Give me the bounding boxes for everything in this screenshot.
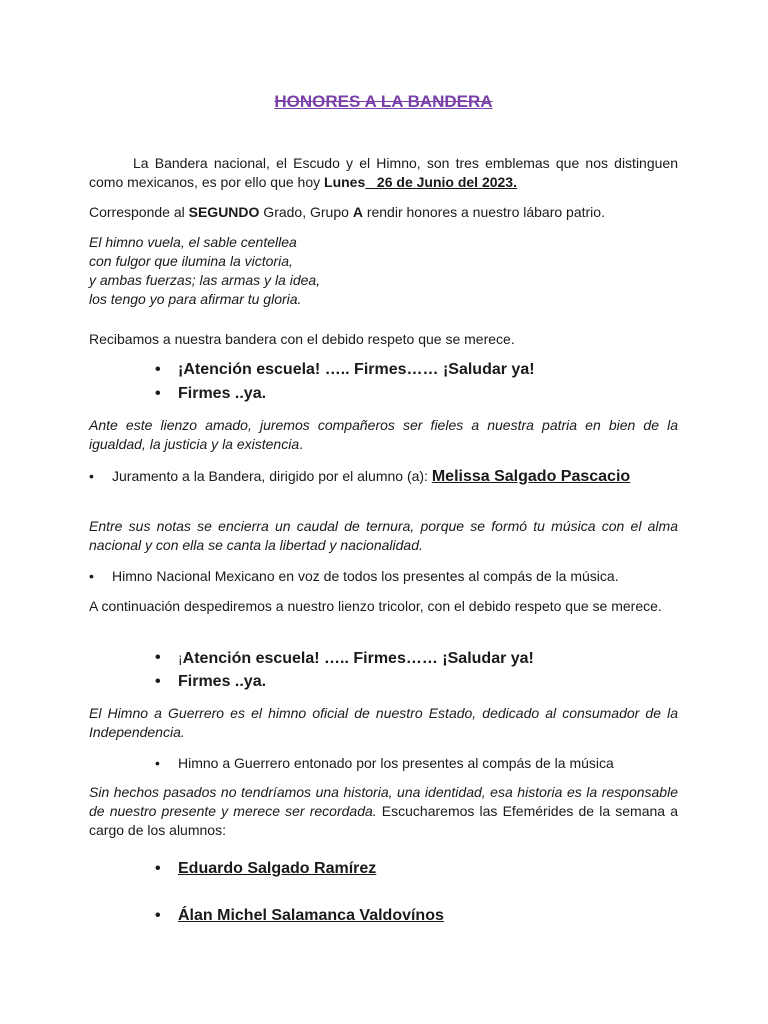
student-name: Eduardo Salgado Ramírez [178,860,377,877]
intro-day: Lunes [324,174,366,190]
command-item [155,647,534,670]
command-text: ¡Atención escuela! ….. Firmes…… ¡Saludar ya! [178,361,535,378]
command-item [155,359,535,381]
intro-paragraph [89,154,678,192]
guerrero-item [155,754,614,773]
student-item [155,905,444,927]
bullet-dot: • [155,755,160,771]
verse-line: con fulgor que ilumina la victoria, [89,253,293,269]
command-text: Atención escuela! ….. Firmes…… ¡Saludar ya! [182,650,534,667]
corresponde-mid: Grado, Grupo [259,204,353,220]
bullet-dot: • [155,907,161,924]
notas-paragraph: Entre sus notas se encierra un caudal de ternura, porque se formó tu música con el alma nacional y con ella se canta la libertad y nacionalidad. [89,518,678,553]
command-mark: ¡ [178,650,183,666]
verse-block [89,233,678,309]
intro-text: La Bandera nacional, el Escudo y el Himno, son tres emblemas que nos distinguen como mexicanos, es por ello que hoy [89,155,678,190]
bullet-dot: • [155,361,161,378]
bullet-dot: • [155,649,161,666]
bullet-dot: • [155,673,161,690]
verse-line: y ambas fuerzas; las armas y la idea, [89,272,321,288]
corresponde-paragraph [89,203,678,222]
continuacion-paragraph: A continuación despediremos a nuestro lienzo tricolor, con el debido respeto que se merece. [89,598,662,614]
bullet-dot: • [89,568,94,584]
group-value: A [352,204,363,220]
himno-nacional-text: Himno Nacional Mexicano en voz de todos los presentes al compás de la música. [112,568,619,584]
bullet-dot: • [155,860,161,877]
verse-line: los tengo yo para afirmar tu gloria. [89,291,302,307]
grade-value: SEGUNDO [188,204,260,220]
bullet-dot: • [155,385,161,402]
document-title: HONORES A LA BANDERA [274,92,493,111]
command-text: Firmes ..ya. [178,673,267,690]
juramento-text: Juramento a la Bandera, dirigido por el alumno (a): [112,468,432,484]
command-item [155,671,266,693]
himno-nacional-item [89,567,619,586]
student-item [155,858,376,880]
verse-line: El himno vuela, el sable centellea [89,234,297,250]
recibamos-paragraph: Recibamos a nuestra bandera con el debido respeto que se merece. [89,331,515,347]
student-name: Álan Michel Salamanca Valdovínos [178,907,444,924]
corresponde-pre: Corresponde al [89,204,189,220]
guerrero-paragraph: El Himno a Guerrero es el himno oficial de nuestro Estado, dedicado al consumador de la Independencia. [89,705,678,740]
intro-date: _26 de Junio del 2023. [365,174,517,190]
sin-hechos-paragraph [89,783,678,840]
sin-hechos-normal: Escucharemos las Efemérides de la semana a cargo de los alumnos: [89,803,678,838]
command-text: Firmes ..ya. [178,385,267,402]
sin-hechos-italic: Sin hechos pasados no tendríamos una historia, una identidad, esa historia es la responsable de nuestro presente y merece ser recordada. [89,784,678,819]
juramento-item [89,467,630,486]
bullet-dot: • [89,468,94,484]
juramento-student-name: Melissa Salgado Pascacio [431,468,631,485]
corresponde-post: rendir honores a nuestro lábaro patrio. [362,204,605,220]
guerrero-item-text: Himno a Guerrero entonado por los presentes al compás de la música [178,755,614,771]
ante-end: . [299,436,304,452]
ante-paragraph [89,416,678,454]
ante-text: Ante este lienzo amado, juremos compañeros ser fieles a nuestra patria en bien de la igualdad, la justicia y la existencia [89,417,678,452]
command-item [155,383,266,405]
